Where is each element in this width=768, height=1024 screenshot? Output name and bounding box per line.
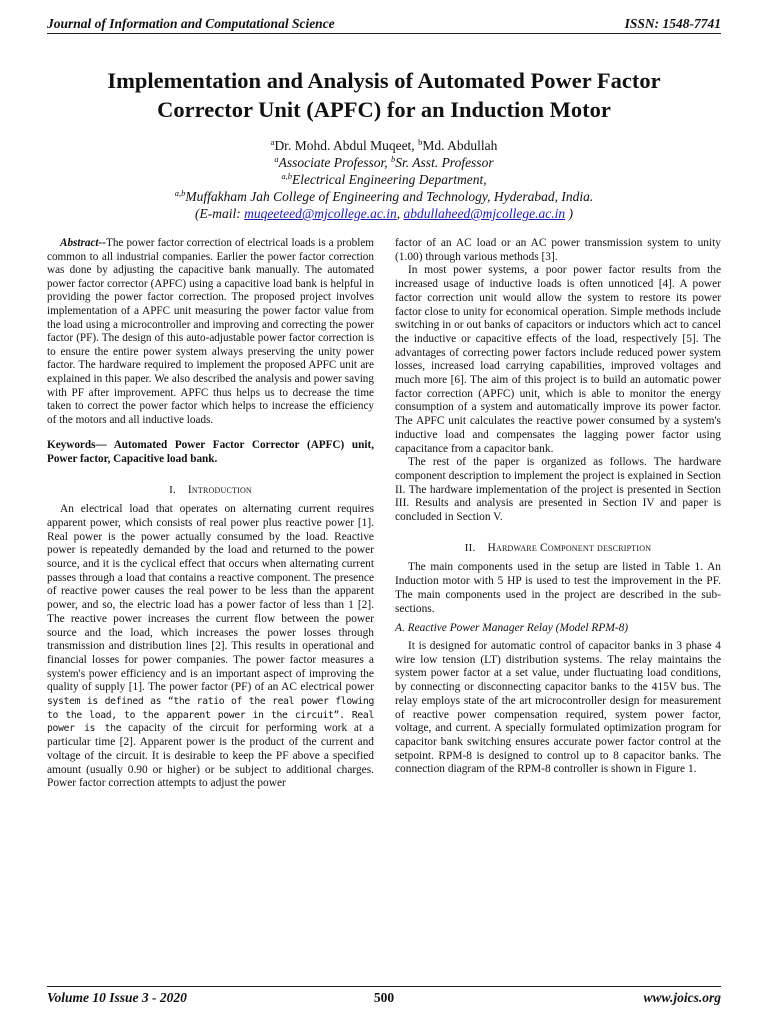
author-emails: (E-mail: muqeeteed@mjcollege.ac.in, abdullaheed@mjcollege.ac.in ): [195, 206, 573, 221]
abstract: [47, 237, 374, 427]
abstract-text: The power factor correction of electrical loads is a problem common to all industrial companies. Earlier the power factor correction was done by adjusting the capacitive bank manually. The automated power factor corrector (APFC) using a capacitive load bank is helpful in providing the power factor correction. The proposed project involves implementation of a APFC unit measuring the power factor value from the load using a microcontroller and improving and correcting the power factor (PF). The design of this auto-adjustable power factor correction is to ensure the entire power system always preserving the unity power factor. The hardware required to implement the proposed APFC unit are explained in this paper. We also described the analysis and power saving with PF after improvement. APFC thus helps us to decrease the time taken to correct the power factor which helps to increase the efficiency of the motors and all inductive loads.: [47, 237, 374, 426]
running-footer: [47, 990, 721, 1010]
email-link-1[interactable]: muqeeteed@mjcollege.ac.in: [244, 206, 397, 221]
paragraph-components: The main components used in the setup are listed in Table 1. An Induction motor with 5 HP is used to test the improvement in the PF. The main components used in the project are described in the sub-sections.: [395, 561, 721, 615]
journal-website[interactable]: www.joics.org: [643, 990, 721, 1005]
author-roles: $^a$Associate Professor, $^b$Sr. Asst. Professor: [274, 154, 494, 170]
email-link-2[interactable]: abdullaheed@mjcollege.ac.in: [403, 206, 566, 221]
title-line-1: Implementation and Analysis of Automated Power Factor: [107, 68, 661, 93]
right-column: [395, 237, 721, 777]
author-names: $^a$Dr. Mohd. Abdul Muqeet, $^b$Md. Abdullah: [270, 137, 498, 153]
paragraph-rpm8: It is designed for automatic control of capacitor banks in 3 phase 4 wire low tension (LT) distribution systems. The relay maintains the system power factor at a set value, under fluctuating load conditions, by connecting or disconnecting capacitor banks to the 415V bus. The relay employs state of the art microcontroller design for measurement of reactive power compensation required, system power factor, voltage, and current. A specially formulated optimization program for capacitor bank switching ensures accurate power factor control at the setpoint. RPM-8 is designed to control up to 8 capacitor banks. The connection diagram of the RPM-8 controller is shown in Figure 1.: [395, 639, 721, 776]
page-number: 500: [373, 990, 395, 1005]
continued-paragraph: factor of an AC load or an AC power transmission system to unity (1.00) through various methods [3].: [395, 237, 721, 263]
pf-definition: system is defined as “the ratio of the real power flowing to the load, to the apparent power in the circuit”. Real power is the: [47, 696, 374, 735]
paragraph-power-systems: In most power systems, a poor power factor results from the increased usage of inductive loads is often unnoticed [4]. A power factor correction unit would allow the system to restore its power factor close to unity for economical operation. Simple methods include switching in or out banks of capacitors or inductors which act to cancel the inductive or capacitive effects of the load, respectively [5]. The advantages of correcting power factors include reduced power system losses, increased load carrying capabilities, improved voltages and much more [6]. The aim of this project is to build an automatic power factor correction (APFC) unit, which is able to monitor the energy consumption of a system and automatically improve its power factor. The APFC unit calculates the reactive power consumed by a system's inductive load and compensates the lagging power factor using capacitance from a capacitor bank.: [395, 264, 721, 455]
author-1: Dr. Mohd. Abdul Muqeet,: [274, 138, 419, 153]
volume-issue: Volume 10 Issue 3 - 2020: [47, 990, 187, 1005]
keywords: Keywords— Automated Power Factor Corrector (APFC) unit, Power factor, Capacitive load bank.: [47, 439, 374, 465]
subsection-a-heading: A. Reactive Power Manager Relay (Model RPM-8): [395, 622, 629, 635]
section-1-heading: I. Introduction: [169, 483, 252, 496]
section-2-heading: II. Hardware Component description: [464, 541, 652, 554]
abstract-label: Abstract--: [60, 237, 106, 249]
header-rule: [47, 33, 721, 34]
author-affiliation: $^{a,b}$Muffakham Jah College of Engineering and Technology, Hyderabad, India.: [174, 188, 594, 204]
paragraph-organization: The rest of the paper is organized as follows. The hardware component description to implement the project is explained in Section II. The hardware implementation of the project is presented in Section III. Results and analysis are presented in Section IV and paper is concluded in Section V.: [395, 456, 721, 524]
paper-title: [40, 66, 728, 124]
author-department: $^{a,b}$Electrical Engineering Department,: [281, 171, 487, 187]
journal-name: Journal of Information and Computational Science: [47, 16, 335, 31]
left-column: [47, 237, 374, 791]
author-2: Md. Abdullah: [422, 138, 498, 153]
title-line-2: Corrector Unit (APFC) for an Induction Motor: [157, 97, 611, 122]
running-header: [47, 12, 721, 32]
introduction-paragraph: An electrical load that operates on alternating current requires apparent power, which consists of real power plus reactive power [1]. Real power is the power actually consumed by the load. Reactive power is repeatedly demanded by the load and returned to the power source, and it is the cyclical effect that occurs when alternating current passes through a load that contains a reactive component. The presence of reactive power causes the real power to be less than the apparent power, and so, the electric load has a power factor of less than 1 [2]. The reactive power increases the current flow between the power source and the load, which increases the power losses through transmission and distribution lines [2]. This results in operational and financial losses for power companies. The power factor measures a system's power efficiency and is an important aspect of improving the quality of supply [1]. The power factor (PF) of an AC electrical power system is defined as “the ratio of the real power flowing to the load, to the apparent power in the circuit”. Real power is the capacity of the circuit for performing work at a particular time [2]. Apparent power is the product of the current and voltage of the circuit. It is desirable to keep the PF above a specified amount (usually 0.90 or higher) or be subject to additional charges. Power factor correction attempts to adjust the power: [47, 503, 374, 790]
author-block: [40, 137, 728, 222]
footer-rule: [47, 986, 721, 987]
issn: ISSN: 1548-7741: [624, 16, 721, 31]
